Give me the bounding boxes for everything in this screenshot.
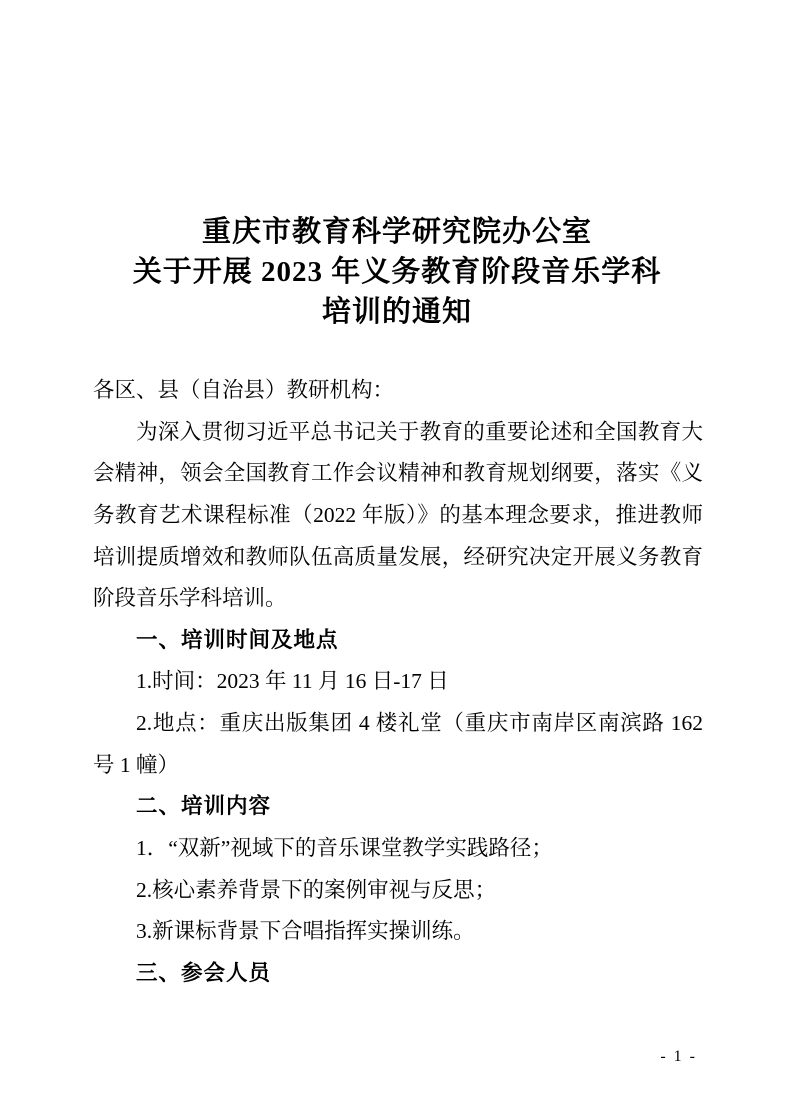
document-title-line-1: 重庆市教育科学研究院办公室 <box>201 216 592 248</box>
document-title <box>92 212 702 332</box>
section-heading-1: 一、培训时间及地点 <box>136 627 339 652</box>
list-item-time: 1.时间：2023 年 11 月 16 日-17 日 <box>136 669 449 694</box>
document-title-line-2: 关于开展 2023 年义务教育阶段音乐学科 <box>132 256 662 288</box>
paragraph-line: 培训提质增效和教师队伍高质量发展，经研究决定开展义务教育 <box>93 544 703 569</box>
list-item-content-2: 2.核心素养背景下的案例审视与反思； <box>136 877 497 902</box>
list-item-content-1: 1．“双新”视域下的音乐课堂教学实践路径； <box>136 836 553 861</box>
section-heading-3: 三、参会人员 <box>136 960 272 985</box>
paragraph-line: 务教育艺术课程标准（2022 年版）》的基本理念要求，推进教师 <box>93 502 703 527</box>
paragraph-line: 会精神，领会全国教育工作会议精神和教育规划纲要，落实《义 <box>93 461 703 486</box>
paragraph-line: 阶段音乐学科培训。 <box>93 586 287 611</box>
list-item-continuation: 号 1 幢） <box>93 752 180 777</box>
section-heading-2: 二、培训内容 <box>136 794 272 819</box>
document-body <box>93 370 703 995</box>
salutation-line: 各区、县（自治县）教研机构： <box>93 378 395 402</box>
page-number: - 1 - <box>660 1048 697 1065</box>
paragraph-line: 为深入贯彻习近平总书记关于教育的重要论述和全国教育大 <box>136 419 703 444</box>
document-title-line-3: 培训的通知 <box>321 296 472 328</box>
list-item-location: 2.地点：重庆出版集团 4 楼礼堂（重庆市南岸区南滨路 162 <box>136 711 703 736</box>
list-item-content-3: 3.新课标背景下合唱指挥实操训练。 <box>136 919 475 944</box>
